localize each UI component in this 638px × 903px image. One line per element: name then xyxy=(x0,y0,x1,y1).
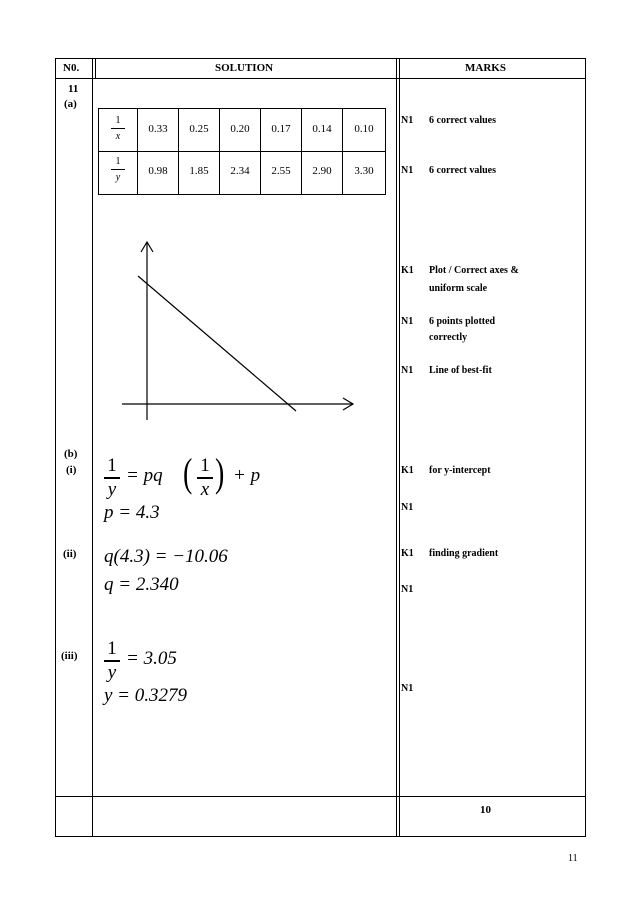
part-b-label: (b) xyxy=(64,448,78,460)
mark-graph-k1-cont: uniform scale xyxy=(429,283,488,294)
mark-graph-n1a: N1 6 points plotted xyxy=(401,316,496,327)
mark-a-row2: N1 6 correct values xyxy=(401,165,497,176)
row1-cell: 0.20 xyxy=(230,123,250,135)
part-a-label: (a) xyxy=(64,98,77,110)
mark-graph-n1b: N1 Line of best-fit xyxy=(401,365,492,376)
row1-cell: 0.33 xyxy=(148,123,168,135)
row1-cell: 0.17 xyxy=(271,123,291,135)
question-number: 11 xyxy=(68,83,79,95)
best-fit-line xyxy=(138,276,296,411)
mark-b-iii-n1: N1 xyxy=(401,683,414,694)
mark-b-ii-k1: K1 finding gradient xyxy=(401,548,499,559)
mark-b-i-n1: N1 xyxy=(401,502,414,513)
b-i-open-paren: ( xyxy=(182,450,193,495)
row2-cell: 1.85 xyxy=(189,165,209,177)
mark-b-i-k1: K1 for y-intercept xyxy=(401,465,491,476)
header-marks: MARKS xyxy=(465,62,506,74)
b-i-equals-pq: = pq xyxy=(126,465,163,486)
mark-b-ii-n1: N1 xyxy=(401,584,414,595)
mark-graph-n1a-cont: correctly xyxy=(429,332,468,343)
sub-iii-label: (iii) xyxy=(61,650,78,662)
b-i-plus-p: + p xyxy=(233,465,261,486)
header-solution: SOLUTION xyxy=(215,62,274,74)
row1-label-fraction: 1 x xyxy=(108,115,128,142)
row2-cell: 0.98 xyxy=(148,165,168,177)
row2-cell: 3.30 xyxy=(354,165,374,177)
row2-cell: 2.90 xyxy=(312,165,332,177)
b-ii-line2: q = 2.340 xyxy=(104,574,179,595)
row1-cell: 0.10 xyxy=(354,123,374,135)
page-number: 11 xyxy=(568,853,578,864)
row2-label-fraction: 1 y xyxy=(108,156,128,183)
b-i-inner-fraction: 1 x xyxy=(197,455,213,501)
b-iii-rhs: = 3.05 xyxy=(126,648,177,669)
row2-cell: 2.55 xyxy=(271,165,291,177)
b-ii-line1: q(4.3) = −10.06 xyxy=(104,546,228,567)
sub-i-label: (i) xyxy=(66,464,77,476)
mark-graph-k1: K1 Plot / Correct axes & xyxy=(401,265,519,276)
mark-a-row1: N1 6 correct values xyxy=(401,115,497,126)
sub-ii-label: (ii) xyxy=(63,548,77,560)
b-i-result: p = 4.3 xyxy=(104,502,160,523)
row1-cell: 0.25 xyxy=(189,123,209,135)
b-i-close-paren: ) xyxy=(214,450,225,495)
row2-cell: 2.34 xyxy=(230,165,250,177)
total-marks: 10 xyxy=(480,804,491,816)
header-no: N0. xyxy=(63,62,80,74)
row1-cell: 0.14 xyxy=(312,123,332,135)
b-iii-lhs-fraction: 1 y xyxy=(104,638,120,684)
b-iii-result: y = 0.3279 xyxy=(104,685,188,706)
sketch-graph xyxy=(100,230,370,425)
b-i-lhs-fraction: 1 y xyxy=(104,455,120,501)
